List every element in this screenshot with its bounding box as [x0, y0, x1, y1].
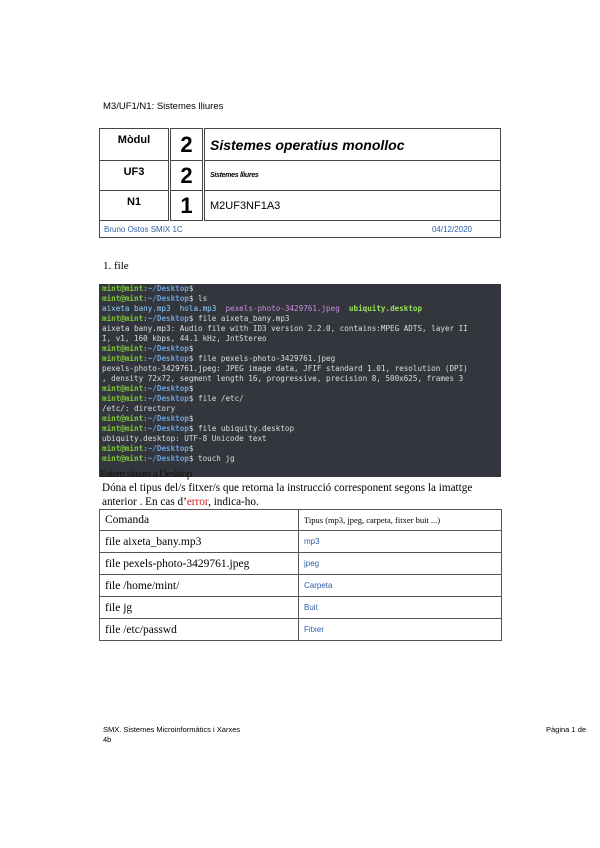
- type-answer-cell[interactable]: Carpeta: [299, 575, 502, 597]
- type-answer-cell[interactable]: Buit: [299, 597, 502, 619]
- terminal-line: [102, 304, 422, 314]
- prompt-path: :~/Desktop: [143, 314, 189, 323]
- author-name: Bruno Ostos SMIX 1C: [100, 221, 204, 238]
- type-answer-cell[interactable]: mp3: [299, 531, 502, 553]
- terminal-line: [102, 444, 193, 454]
- page-footer-left: [103, 725, 240, 745]
- footer-course: SMX. Sistemes Microinformàtics i Xarxes: [103, 725, 241, 734]
- level-row: [100, 191, 501, 221]
- terminal-line: [102, 394, 244, 404]
- prompt-symbol: $: [188, 384, 194, 393]
- terminal-line: [102, 354, 335, 364]
- command-file-ubiquity: file ubiquity.desktop: [193, 424, 295, 433]
- table-row: [100, 597, 502, 619]
- prompt-user: mint@mint: [102, 294, 144, 303]
- terminal-line: [102, 344, 193, 354]
- command-ls: ls: [193, 294, 208, 303]
- prompt-path: :~/Desktop: [143, 284, 189, 293]
- command-file-etc: file /etc/: [193, 394, 244, 403]
- column-header-command: Comanda: [100, 510, 299, 531]
- instruction-error-word: error: [186, 496, 209, 508]
- terminal-line: [102, 284, 193, 294]
- document-date: 04/12/2020: [204, 221, 501, 238]
- command-file-mp3: file aixeta_bany.mp3: [193, 314, 290, 323]
- prompt-symbol: $: [188, 314, 194, 323]
- prompt-symbol: $: [188, 354, 194, 363]
- module-title: Sistemes operatius monolloc: [204, 129, 501, 161]
- terminal-output: , density 72x72, segment length 16, progressive, precision 8, 500x625, frames 3: [102, 374, 464, 383]
- command-cell: file aixeta_bany.mp3: [100, 531, 299, 553]
- prompt-symbol: $: [188, 414, 194, 423]
- module-row: [100, 129, 501, 161]
- table-header-row: [100, 510, 502, 531]
- footer-page-total: 4b: [103, 735, 112, 744]
- module-number: 2: [170, 129, 204, 161]
- ls-file: ubiquity.desktop: [348, 304, 423, 313]
- page-number: Pàgina 1 de: [546, 725, 587, 734]
- column-header-type: Tipus (mp3, jpeg, carpeta, fitxer buit ...): [299, 510, 502, 531]
- overlapping-caption: Estem situats a Desktop: [100, 468, 192, 480]
- command-file-jpeg: file pexels-photo-3429761.jpeg: [193, 354, 336, 363]
- prompt-user: mint@mint: [102, 284, 144, 293]
- prompt-path: :~/Desktop: [143, 414, 189, 423]
- terminal-output: aixeta bany.mp3: Audio file with ID3 version 2.2.0, contains:MPEG ADTS, layer II: [102, 324, 468, 333]
- level-label: N1: [100, 191, 170, 221]
- prompt-path: :~/Desktop: [143, 424, 189, 433]
- prompt-user: mint@mint: [102, 354, 144, 363]
- prompt-user: mint@mint: [102, 444, 144, 453]
- page-header: M3/UF1/N1: Sistemes lliures: [103, 101, 224, 112]
- terminal-output: ubiquity.desktop: UTF-8 Unicode text: [102, 434, 267, 443]
- prompt-user: mint@mint: [102, 384, 144, 393]
- prompt-symbol: $: [188, 454, 194, 463]
- instruction-text-end: , indica-ho.: [208, 496, 259, 508]
- prompt-path: :~/Desktop: [143, 294, 189, 303]
- terminal-line: [102, 314, 289, 324]
- type-answer-cell[interactable]: jpeg: [299, 553, 502, 575]
- prompt-user: mint@mint: [102, 314, 144, 323]
- command-cell: file pexels-photo-3429761.jpeg: [100, 553, 299, 575]
- ls-file: hola.mp3: [179, 304, 217, 313]
- table-row: [100, 553, 502, 575]
- terminal-line: [102, 294, 207, 304]
- section-title: 1. file: [103, 260, 129, 272]
- terminal-line: [102, 384, 193, 394]
- command-cell: file /home/mint/: [100, 575, 299, 597]
- prompt-user: mint@mint: [102, 344, 144, 353]
- terminal-output: pexels-photo-3429761.jpeg: JPEG image data, JFIF standard 1.01, resolution (DPI): [102, 364, 468, 373]
- table-row: [100, 619, 502, 641]
- level-number: 1: [170, 191, 204, 221]
- prompt-user: mint@mint: [102, 454, 144, 463]
- terminal-line: [102, 424, 294, 434]
- prompt-symbol: $: [188, 344, 194, 353]
- instructions: [102, 481, 502, 509]
- command-cell: file /etc/passwd: [100, 619, 299, 641]
- prompt-symbol: $: [188, 294, 194, 303]
- prompt-path: :~/Desktop: [143, 384, 189, 393]
- uf-row: [100, 161, 501, 191]
- prompt-path: :~/Desktop: [143, 344, 189, 353]
- terminal-output: /etc/: directory: [102, 404, 176, 413]
- table-row: [100, 531, 502, 553]
- terminal-line: [102, 454, 235, 464]
- terminal-output: I, v1, 160 kbps, 44.1 kHz, JntStereo: [102, 334, 267, 343]
- terminal-screenshot: [99, 284, 501, 477]
- ls-file: pexels-photo-3429761.jpeg: [225, 304, 340, 313]
- prompt-user: mint@mint: [102, 394, 144, 403]
- level-title: M2UF3NF1A3: [204, 191, 501, 221]
- module-label: Mòdul: [100, 129, 170, 161]
- type-answer-cell[interactable]: Fitxer: [299, 619, 502, 641]
- prompt-path: :~/Desktop: [143, 444, 189, 453]
- uf-label: UF3: [100, 161, 170, 191]
- prompt-path: :~/Desktop: [143, 454, 189, 463]
- table-row: [100, 575, 502, 597]
- prompt-symbol: $: [188, 284, 194, 293]
- command-cell: file jg: [100, 597, 299, 619]
- file-types-table: [99, 509, 502, 641]
- uf-title: Sistemes lliures: [204, 161, 501, 191]
- prompt-path: :~/Desktop: [143, 354, 189, 363]
- prompt-user: mint@mint: [102, 424, 144, 433]
- prompt-symbol: $: [188, 394, 194, 403]
- prompt-path: :~/Desktop: [143, 394, 189, 403]
- uf-number: 2: [170, 161, 204, 191]
- terminal-line: [102, 414, 193, 424]
- command-touch: touch jg: [193, 454, 235, 463]
- prompt-symbol: $: [188, 444, 194, 453]
- prompt-symbol: $: [188, 424, 194, 433]
- prompt-user: mint@mint: [102, 414, 144, 423]
- author-row: [100, 221, 501, 238]
- instruction-text: Dóna el tipus del/s fitxer/s que retorna la instrucció corresponent segons la imattge anterior . En cas d’: [102, 482, 473, 508]
- module-info-table: [99, 128, 501, 238]
- ls-file: aixeta bany.mp3: [102, 304, 171, 313]
